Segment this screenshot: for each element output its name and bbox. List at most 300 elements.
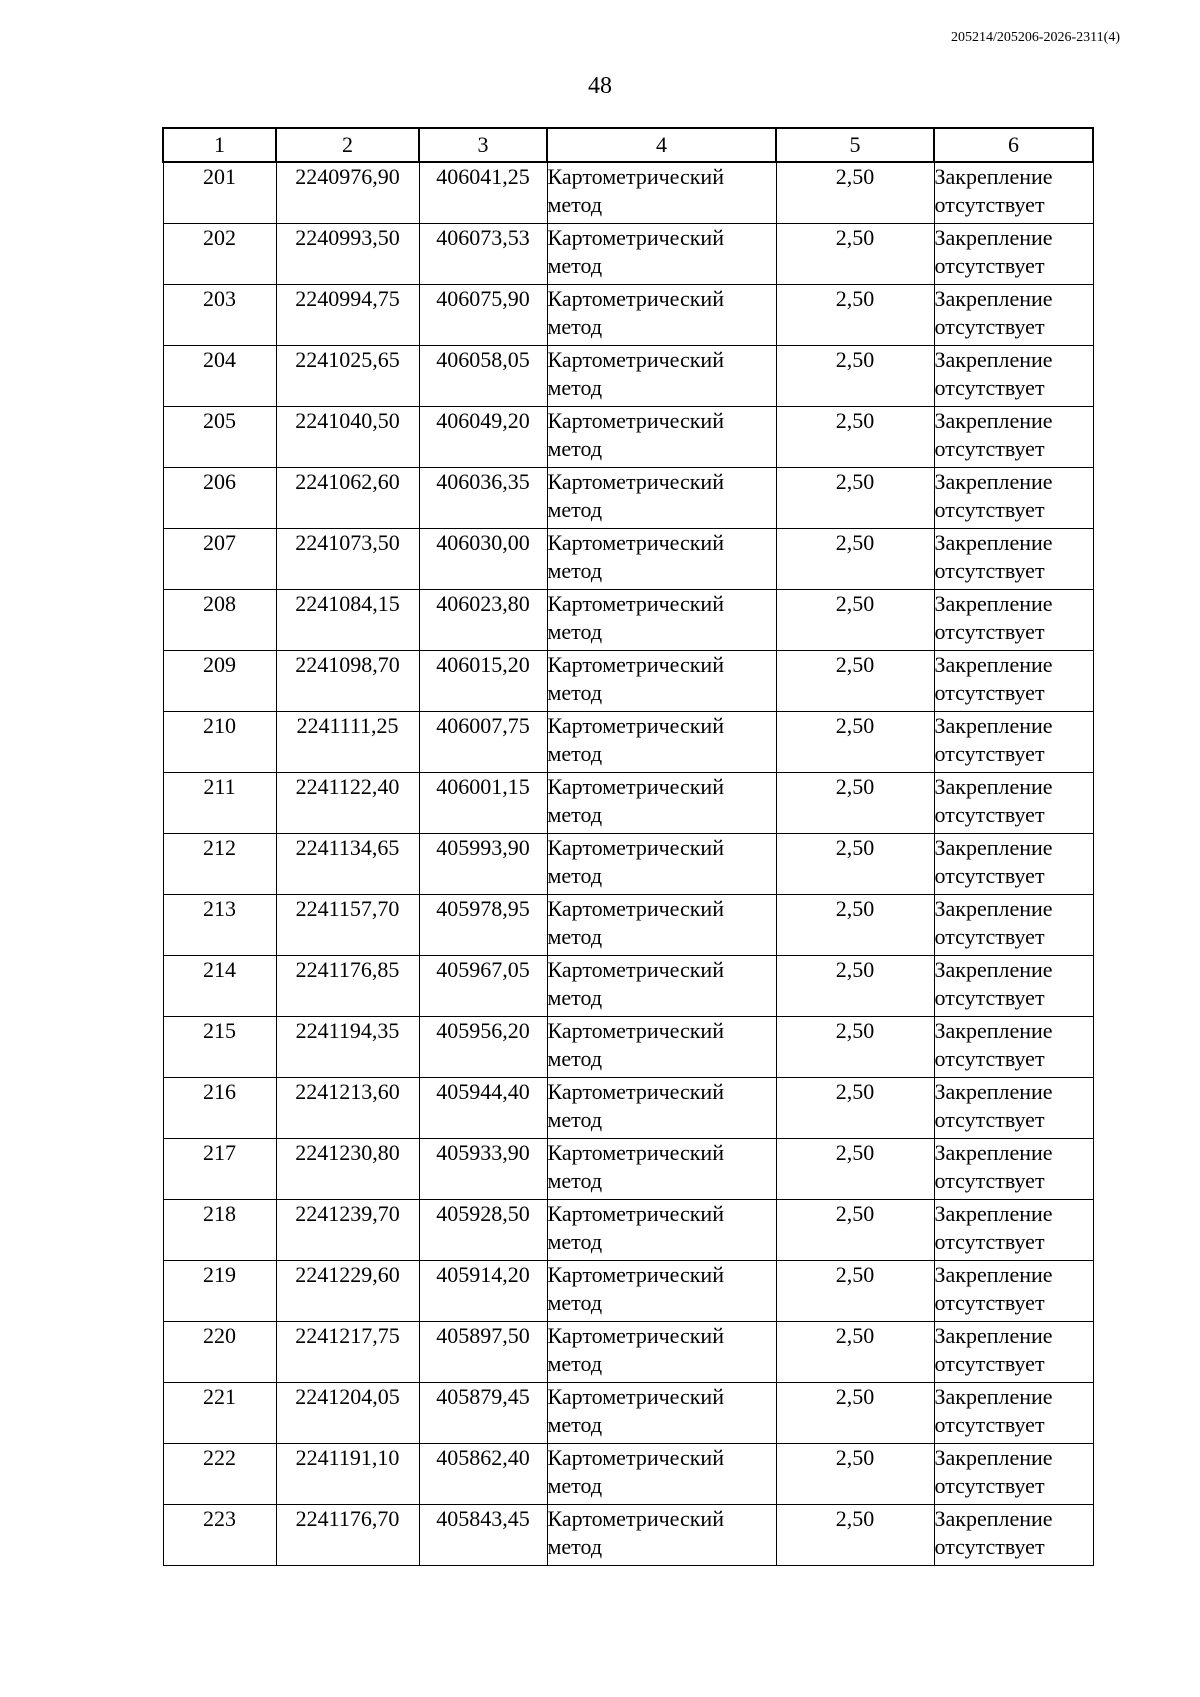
error-cell: [776, 895, 934, 956]
error-value: 2,50: [835, 835, 875, 860]
error-value: 2,50: [835, 1262, 875, 1287]
point-number: [163, 895, 276, 956]
table-row: [163, 1078, 1093, 1139]
fixation-cell: [934, 1383, 1093, 1444]
method-line: метод: [547, 558, 603, 583]
fixation-cell: [934, 285, 1093, 346]
page-number: 48: [588, 73, 612, 99]
coordinate-y-value: 405944,40: [436, 1079, 530, 1104]
coordinates-table: [162, 127, 1094, 1566]
coordinate-y: [419, 1139, 547, 1200]
method-cell: [547, 162, 776, 224]
coordinate-x-value: 2240993,50: [295, 225, 400, 250]
coordinate-y-value: 406049,20: [436, 408, 530, 433]
point-number: [163, 773, 276, 834]
point-number-value: 218: [203, 1201, 236, 1226]
coordinate-x-value: 2241157,70: [295, 896, 400, 921]
error-value: 2,50: [835, 530, 875, 555]
column-header: 6: [934, 128, 1093, 162]
coordinate-x-value: 2241073,50: [295, 530, 400, 555]
point-number-value: 215: [203, 1018, 236, 1043]
fixation-line: Закрепление: [934, 1506, 1053, 1531]
method-line: Картометрический: [547, 347, 724, 372]
table-row: [163, 1017, 1093, 1078]
point-number-value: 213: [203, 896, 236, 921]
fixation-line: Закрепление: [934, 1384, 1053, 1409]
method-line: метод: [547, 1534, 603, 1559]
point-number-value: 214: [203, 957, 236, 982]
method-line: Картометрический: [547, 1445, 724, 1470]
coordinate-y-value: 405967,05: [436, 957, 530, 982]
coordinate-y: [419, 468, 547, 529]
fixation-line: отсутствует: [934, 1534, 1045, 1559]
method-line: метод: [547, 192, 603, 217]
coordinate-x: [276, 956, 419, 1017]
method-cell: [547, 712, 776, 773]
coordinate-y: [419, 1322, 547, 1383]
method-line: Картометрический: [547, 408, 724, 433]
method-line: метод: [547, 985, 603, 1010]
coordinate-y: [419, 1261, 547, 1322]
method-cell: [547, 1017, 776, 1078]
coordinate-y-value: 405978,95: [436, 896, 530, 921]
error-cell: [776, 1261, 934, 1322]
method-line: метод: [547, 497, 603, 522]
coordinate-y-value: 405933,90: [436, 1140, 530, 1165]
method-line: Картометрический: [547, 1079, 724, 1104]
error-cell: [776, 468, 934, 529]
fixation-line: Закрепление: [934, 896, 1053, 921]
error-value: 2,50: [835, 896, 875, 921]
error-value: 2,50: [835, 1445, 875, 1470]
coordinate-y: [419, 1383, 547, 1444]
error-cell: [776, 1078, 934, 1139]
method-line: метод: [547, 1046, 603, 1071]
table-row: [163, 773, 1093, 834]
table-row: [163, 407, 1093, 468]
coordinate-y-value: 406015,20: [436, 652, 530, 677]
fixation-line: отсутствует: [934, 863, 1045, 888]
point-number-value: 221: [203, 1384, 236, 1409]
point-number-value: 211: [203, 774, 236, 799]
coordinate-x: [276, 285, 419, 346]
method-line: Картометрический: [547, 225, 724, 250]
error-value: 2,50: [835, 1323, 875, 1348]
coordinate-y: [419, 224, 547, 285]
method-line: Картометрический: [547, 530, 724, 555]
coordinate-y-value: 406058,05: [436, 347, 530, 372]
fixation-line: Закрепление: [934, 164, 1053, 189]
fixation-line: отсутствует: [934, 1412, 1045, 1437]
coordinate-x-value: 2241122,40: [295, 774, 400, 799]
point-number-value: 205: [203, 408, 236, 433]
method-line: Картометрический: [547, 1201, 724, 1226]
method-line: Картометрический: [547, 286, 724, 311]
point-number-value: 206: [203, 469, 236, 494]
coordinate-x-value: 2241040,50: [295, 408, 400, 433]
point-number: [163, 224, 276, 285]
fixation-line: отсутствует: [934, 802, 1045, 827]
fixation-cell: [934, 346, 1093, 407]
error-cell: [776, 346, 934, 407]
table-row: [163, 712, 1093, 773]
point-number: [163, 529, 276, 590]
method-cell: [547, 1444, 776, 1505]
point-number: [163, 956, 276, 1017]
fixation-cell: [934, 1444, 1093, 1505]
method-cell: [547, 1139, 776, 1200]
method-line: метод: [547, 619, 603, 644]
fixation-cell: [934, 712, 1093, 773]
coordinate-y-value: 406001,15: [436, 774, 530, 799]
coordinate-y-value: 405914,20: [436, 1262, 530, 1287]
coordinate-y-value: 406041,25: [436, 164, 530, 189]
table-header-row: [163, 128, 1093, 162]
coordinate-x: [276, 529, 419, 590]
fixation-cell: [934, 834, 1093, 895]
fixation-cell: [934, 224, 1093, 285]
coordinate-x: [276, 1200, 419, 1261]
point-number-value: 220: [203, 1323, 236, 1348]
coordinate-x-value: 2241217,75: [295, 1323, 400, 1348]
point-number-value: 202: [203, 225, 236, 250]
table-row: [163, 285, 1093, 346]
point-number: [163, 162, 276, 224]
method-cell: [547, 224, 776, 285]
column-header: 3: [419, 128, 547, 162]
coordinate-y-value: 406073,53: [436, 225, 530, 250]
fixation-line: отсутствует: [934, 375, 1045, 400]
point-number-value: 216: [203, 1079, 236, 1104]
method-line: Картометрический: [547, 896, 724, 921]
table-row: [163, 1505, 1093, 1566]
method-line: метод: [547, 680, 603, 705]
fixation-line: Закрепление: [934, 774, 1053, 799]
point-number: [163, 285, 276, 346]
error-value: 2,50: [835, 1140, 875, 1165]
point-number-value: 219: [203, 1262, 236, 1287]
coordinate-y: [419, 162, 547, 224]
coordinate-y-value: 406023,80: [436, 591, 530, 616]
fixation-cell: [934, 1078, 1093, 1139]
fixation-cell: [934, 529, 1093, 590]
method-cell: [547, 651, 776, 712]
coordinate-y-value: 406030,00: [436, 530, 530, 555]
fixation-line: отсутствует: [934, 497, 1045, 522]
point-number-value: 201: [203, 164, 236, 189]
fixation-line: Закрепление: [934, 530, 1053, 555]
point-number: [163, 651, 276, 712]
error-cell: [776, 773, 934, 834]
error-cell: [776, 590, 934, 651]
error-cell: [776, 834, 934, 895]
error-cell: [776, 529, 934, 590]
method-cell: [547, 956, 776, 1017]
fixation-line: Закрепление: [934, 286, 1053, 311]
error-value: 2,50: [835, 1384, 875, 1409]
method-cell: [547, 1383, 776, 1444]
table-row: [163, 1261, 1093, 1322]
fixation-cell: [934, 1505, 1093, 1566]
column-header: 1: [163, 128, 276, 162]
error-cell: [776, 712, 934, 773]
coordinate-x: [276, 1322, 419, 1383]
fixation-line: отсутствует: [934, 680, 1045, 705]
coordinate-x: [276, 590, 419, 651]
method-line: метод: [547, 314, 603, 339]
table-row: [163, 1444, 1093, 1505]
fixation-line: Закрепление: [934, 652, 1053, 677]
coordinate-x-value: 2241213,60: [295, 1079, 400, 1104]
table-row: [163, 162, 1093, 224]
error-value: 2,50: [835, 225, 875, 250]
error-value: 2,50: [835, 1201, 875, 1226]
fixation-line: Закрепление: [934, 713, 1053, 738]
coordinate-y: [419, 1444, 547, 1505]
coordinate-x: [276, 1017, 419, 1078]
error-value: 2,50: [835, 408, 875, 433]
coordinate-x: [276, 346, 419, 407]
point-number-value: 212: [203, 835, 236, 860]
method-line: Картометрический: [547, 774, 724, 799]
method-cell: [547, 834, 776, 895]
coordinate-x: [276, 1139, 419, 1200]
method-line: метод: [547, 924, 603, 949]
coordinate-x-value: 2241230,80: [295, 1140, 400, 1165]
table-body: [163, 162, 1093, 1566]
coordinate-y: [419, 529, 547, 590]
coordinate-x-value: 2240976,90: [295, 164, 400, 189]
point-number-value: 204: [203, 347, 236, 372]
point-number: [163, 468, 276, 529]
coordinate-x: [276, 1078, 419, 1139]
point-number: [163, 346, 276, 407]
method-line: Картометрический: [547, 469, 724, 494]
fixation-cell: [934, 651, 1093, 712]
point-number: [163, 712, 276, 773]
method-line: Картометрический: [547, 1140, 724, 1165]
table-row: [163, 346, 1093, 407]
coordinate-y-value: 406007,75: [436, 713, 530, 738]
error-cell: [776, 1444, 934, 1505]
point-number: [163, 407, 276, 468]
point-number: [163, 1322, 276, 1383]
fixation-line: отсутствует: [934, 1290, 1045, 1315]
fixation-line: отсутствует: [934, 558, 1045, 583]
fixation-cell: [934, 162, 1093, 224]
point-number-value: 217: [203, 1140, 236, 1165]
coordinate-x-value: 2241176,85: [295, 957, 400, 982]
method-line: Картометрический: [547, 1323, 724, 1348]
fixation-line: отсутствует: [934, 1046, 1045, 1071]
coordinate-x: [276, 834, 419, 895]
table-row: [163, 224, 1093, 285]
method-line: Картометрический: [547, 652, 724, 677]
point-number-value: 207: [203, 530, 236, 555]
method-cell: [547, 468, 776, 529]
table-row: [163, 529, 1093, 590]
fixation-line: отсутствует: [934, 253, 1045, 278]
point-number: [163, 590, 276, 651]
fixation-cell: [934, 590, 1093, 651]
coordinate-x: [276, 1444, 419, 1505]
method-line: Картометрический: [547, 1506, 724, 1531]
fixation-line: отсутствует: [934, 1473, 1045, 1498]
point-number: [163, 1078, 276, 1139]
error-value: 2,50: [835, 164, 875, 189]
method-cell: [547, 590, 776, 651]
fixation-line: отсутствует: [934, 741, 1045, 766]
error-value: 2,50: [835, 286, 875, 311]
coordinate-y-value: 406075,90: [436, 286, 530, 311]
fixation-line: отсутствует: [934, 192, 1045, 217]
table-row: [163, 651, 1093, 712]
error-cell: [776, 285, 934, 346]
error-cell: [776, 1139, 934, 1200]
method-line: Картометрический: [547, 591, 724, 616]
fixation-line: Закрепление: [934, 1323, 1053, 1348]
table-row: [163, 1200, 1093, 1261]
method-line: метод: [547, 1473, 603, 1498]
coordinate-y: [419, 712, 547, 773]
coordinate-y: [419, 834, 547, 895]
fixation-line: отсутствует: [934, 985, 1045, 1010]
fixation-line: Закрепление: [934, 1018, 1053, 1043]
fixation-line: Закрепление: [934, 408, 1053, 433]
coordinate-y: [419, 651, 547, 712]
table-row: [163, 895, 1093, 956]
error-value: 2,50: [835, 652, 875, 677]
coordinate-y-value: 405897,50: [436, 1323, 530, 1348]
error-cell: [776, 1200, 934, 1261]
fixation-line: отсутствует: [934, 314, 1045, 339]
coordinate-y: [419, 590, 547, 651]
coordinate-y: [419, 1017, 547, 1078]
point-number-value: 209: [203, 652, 236, 677]
method-cell: [547, 1200, 776, 1261]
fixation-line: отсутствует: [934, 1229, 1045, 1254]
point-number: [163, 834, 276, 895]
method-line: Картометрический: [547, 1262, 724, 1287]
method-line: Картометрический: [547, 164, 724, 189]
error-cell: [776, 407, 934, 468]
method-cell: [547, 1261, 776, 1322]
table-row: [163, 1322, 1093, 1383]
error-cell: [776, 1017, 934, 1078]
column-header: 4: [547, 128, 776, 162]
point-number: [163, 1200, 276, 1261]
error-value: 2,50: [835, 957, 875, 982]
coordinate-y: [419, 346, 547, 407]
error-cell: [776, 1383, 934, 1444]
method-line: метод: [547, 1412, 603, 1437]
error-value: 2,50: [835, 1018, 875, 1043]
error-value: 2,50: [835, 347, 875, 372]
error-cell: [776, 162, 934, 224]
point-number: [163, 1261, 276, 1322]
fixation-line: Закрепление: [934, 591, 1053, 616]
coordinate-y: [419, 956, 547, 1017]
error-cell: [776, 1322, 934, 1383]
point-number: [163, 1139, 276, 1200]
fixation-cell: [934, 1261, 1093, 1322]
fixation-cell: [934, 1200, 1093, 1261]
coordinate-y-value: 405993,90: [436, 835, 530, 860]
method-cell: [547, 346, 776, 407]
coordinate-x: [276, 162, 419, 224]
coordinate-y: [419, 1078, 547, 1139]
method-cell: [547, 285, 776, 346]
fixation-line: Закрепление: [934, 1262, 1053, 1287]
method-line: Картометрический: [547, 835, 724, 860]
fixation-cell: [934, 895, 1093, 956]
coordinate-y: [419, 1505, 547, 1566]
method-cell: [547, 895, 776, 956]
method-cell: [547, 529, 776, 590]
point-number: [163, 1505, 276, 1566]
coordinate-x-value: 2241229,60: [295, 1262, 400, 1287]
coordinate-x: [276, 224, 419, 285]
fixation-line: Закрепление: [934, 469, 1053, 494]
method-line: Картометрический: [547, 957, 724, 982]
point-number: [163, 1444, 276, 1505]
coordinate-x-value: 2241062,60: [295, 469, 400, 494]
coordinate-y-value: 405928,50: [436, 1201, 530, 1226]
column-header: 2: [276, 128, 419, 162]
method-cell: [547, 1505, 776, 1566]
method-line: метод: [547, 1107, 603, 1132]
fixation-cell: [934, 1322, 1093, 1383]
error-cell: [776, 1505, 934, 1566]
table-row: [163, 1139, 1093, 1200]
coordinate-y: [419, 285, 547, 346]
point-number-value: 208: [203, 591, 236, 616]
method-line: метод: [547, 741, 603, 766]
error-value: 2,50: [835, 1079, 875, 1104]
method-line: метод: [547, 863, 603, 888]
coordinate-x-value: 2240994,75: [295, 286, 400, 311]
fixation-cell: [934, 407, 1093, 468]
coordinate-y: [419, 1200, 547, 1261]
coordinate-y-value: 405862,40: [436, 1445, 530, 1470]
coordinate-x-value: 2241084,15: [295, 591, 400, 616]
coordinate-x: [276, 1505, 419, 1566]
fixation-line: отсутствует: [934, 436, 1045, 461]
point-number-value: 222: [203, 1445, 236, 1470]
fixation-line: отсутствует: [934, 924, 1045, 949]
fixation-line: Закрепление: [934, 1140, 1053, 1165]
coordinate-x: [276, 651, 419, 712]
method-line: Картометрический: [547, 1018, 724, 1043]
table-row: [163, 834, 1093, 895]
coordinate-y: [419, 895, 547, 956]
fixation-line: Закрепление: [934, 347, 1053, 372]
point-number: [163, 1017, 276, 1078]
column-header: 5: [776, 128, 934, 162]
error-cell: [776, 956, 934, 1017]
error-value: 2,50: [835, 774, 875, 799]
coordinate-x: [276, 468, 419, 529]
method-line: метод: [547, 802, 603, 827]
coordinate-x-value: 2241098,70: [295, 652, 400, 677]
error-cell: [776, 651, 934, 712]
fixation-line: отсутствует: [934, 619, 1045, 644]
point-number-value: 210: [203, 713, 236, 738]
fixation-line: Закрепление: [934, 957, 1053, 982]
table-row: [163, 468, 1093, 529]
coordinate-x: [276, 1261, 419, 1322]
coordinate-x-value: 2241134,65: [295, 835, 400, 860]
